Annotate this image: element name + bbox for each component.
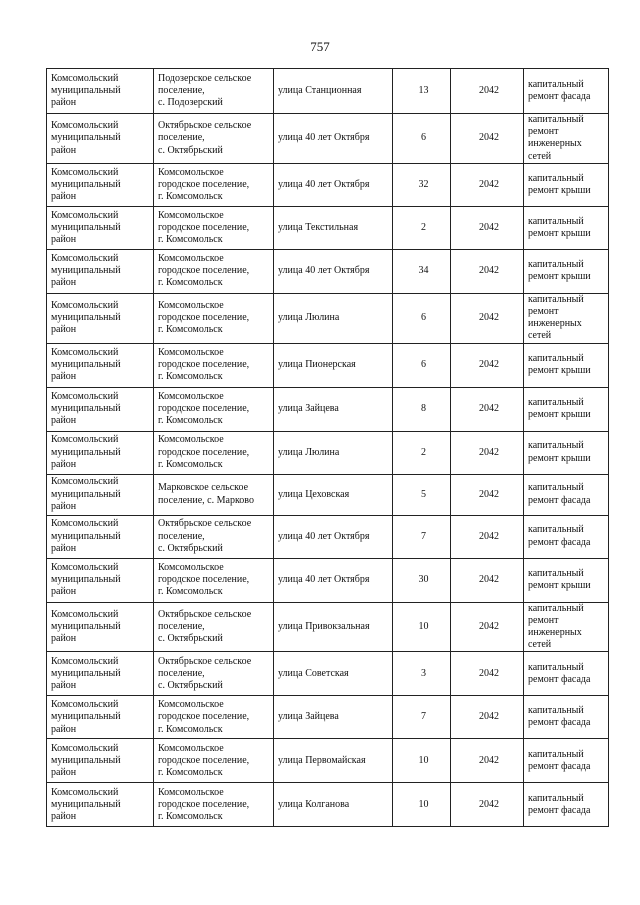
year-cell-text: 2042 — [479, 574, 499, 586]
settlement-cell — [154, 69, 274, 114]
house-number-cell-text: 3 — [421, 667, 426, 679]
house-number-cell-text: 8 — [421, 403, 426, 415]
work-type-cell-text: капитальный ремонт фасада — [528, 661, 591, 685]
settlement-cell — [154, 343, 274, 387]
district-cell — [47, 515, 154, 558]
work-type-cell-text: капитальный ремонт инженерных сетей — [528, 114, 584, 162]
year-cell — [451, 783, 524, 827]
table-row — [47, 431, 609, 474]
street-cell — [274, 206, 393, 249]
year-cell — [451, 739, 524, 783]
house-number-cell — [393, 249, 451, 293]
district-cell — [47, 696, 154, 739]
work-type-cell-text: капитальный ремонт крыши — [528, 567, 591, 592]
street-cell-text: улица Советская — [278, 667, 349, 679]
house-number-cell-text: 2 — [421, 221, 426, 233]
settlement-cell-text: Комсомольское городское поселение, г. Комсомольск — [158, 346, 250, 383]
settlement-cell-text: Подозерское сельское поселение, с. Подозерский — [158, 72, 252, 109]
year-cell — [451, 652, 524, 696]
street-cell — [274, 69, 393, 114]
work-type-cell — [524, 249, 609, 293]
district-cell — [47, 474, 154, 515]
settlement-cell-text: Комсомольское городское поселение, г. Комсомольск — [158, 299, 250, 336]
settlement-cell-text: Октябрьское сельское поселение, с. Октябрьский — [158, 655, 252, 692]
house-number-cell — [393, 69, 451, 114]
house-number-cell-text: 5 — [421, 488, 426, 500]
street-cell-text: улица 40 лет Октября — [278, 574, 370, 586]
work-type-cell — [524, 696, 609, 739]
district-cell — [47, 343, 154, 387]
year-cell — [451, 431, 524, 474]
district-cell-text: Комсомольский муниципальный район — [51, 209, 121, 245]
year-cell — [451, 474, 524, 515]
house-number-cell-text: 6 — [421, 359, 426, 371]
work-type-cell — [524, 652, 609, 696]
table-row — [47, 249, 609, 293]
year-cell-text: 2042 — [479, 132, 499, 144]
house-number-cell-text: 34 — [418, 265, 429, 277]
district-cell-text: Комсомольский муниципальный район — [51, 390, 121, 427]
district-cell — [47, 114, 154, 164]
house-number-cell — [393, 387, 451, 431]
street-cell-text: улица Люлина — [278, 446, 340, 458]
year-cell-text: 2042 — [479, 403, 499, 415]
district-cell — [47, 783, 154, 827]
street-cell-text: улица 40 лет Октября — [278, 265, 370, 277]
work-type-cell-text: капитальный ремонт фасада — [528, 78, 591, 102]
street-cell — [274, 163, 393, 206]
work-type-cell — [524, 474, 609, 515]
table-row — [47, 652, 609, 696]
district-cell-text: Комсомольский муниципальный район — [51, 786, 121, 823]
work-type-cell — [524, 783, 609, 827]
year-cell-text: 2042 — [479, 754, 499, 766]
work-type-cell — [524, 293, 609, 343]
district-cell-text: Комсомольский муниципальный район — [51, 346, 121, 383]
year-cell-text: 2042 — [479, 265, 499, 277]
street-cell — [274, 602, 393, 652]
house-number-cell — [393, 558, 451, 602]
settlement-cell-text: Октябрьское сельское поселение, с. Октябрьский — [158, 518, 252, 554]
district-cell-text: Комсомольский муниципальный район — [51, 299, 121, 336]
year-cell — [451, 249, 524, 293]
street-cell-text: улица Зайцева — [278, 403, 339, 415]
table-row — [47, 343, 609, 387]
district-cell — [47, 387, 154, 431]
year-cell — [451, 558, 524, 602]
settlement-cell — [154, 431, 274, 474]
street-cell — [274, 558, 393, 602]
settlement-cell — [154, 739, 274, 783]
house-number-cell — [393, 515, 451, 558]
table-row — [47, 696, 609, 739]
table-row — [47, 114, 609, 164]
table-row — [47, 515, 609, 558]
street-cell-text: улица 40 лет Октября — [278, 530, 370, 542]
year-cell-text: 2042 — [479, 798, 499, 810]
year-cell — [451, 206, 524, 249]
district-cell-text: Комсомольский муниципальный район — [51, 561, 121, 598]
settlement-cell-text: Комсомольское городское поселение, г. Комсомольск — [158, 699, 250, 735]
work-type-cell-text: капитальный ремонт крыши — [528, 396, 591, 421]
year-cell — [451, 343, 524, 387]
street-cell-text: улица 40 лет Октября — [278, 178, 370, 190]
work-type-cell-text: капитальный ремонт фасада — [528, 482, 591, 506]
table-row — [47, 69, 609, 114]
street-cell — [274, 431, 393, 474]
house-number-cell — [393, 343, 451, 387]
settlement-cell-text: Октябрьское сельское поселение, с. Октябрьский — [158, 120, 252, 156]
street-cell — [274, 474, 393, 515]
work-type-cell-text: капитальный ремонт фасада — [528, 705, 591, 729]
year-cell-text: 2042 — [479, 446, 499, 458]
table-row — [47, 739, 609, 783]
year-cell — [451, 293, 524, 343]
district-cell-text: Комсомольский муниципальный район — [51, 699, 121, 735]
street-cell — [274, 783, 393, 827]
street-cell-text: улица Зайцева — [278, 711, 339, 723]
settlement-cell-text: Комсомольское городское поселение, г. Комсомольск — [158, 209, 250, 245]
settlement-cell — [154, 652, 274, 696]
district-cell-text: Комсомольский муниципальный район — [51, 253, 121, 289]
house-number-cell-text: 2 — [421, 446, 426, 458]
street-cell-text: улица Колганова — [278, 798, 350, 810]
district-cell — [47, 163, 154, 206]
settlement-cell-text: Комсомольское городское поселение, г. Комсомольск — [158, 786, 250, 823]
year-cell-text: 2042 — [479, 84, 499, 96]
year-cell-text: 2042 — [479, 221, 499, 233]
house-number-cell — [393, 783, 451, 827]
settlement-cell — [154, 558, 274, 602]
table-row — [47, 783, 609, 827]
settlement-cell-text: Комсомольское городское поселение, г. Комсомольск — [158, 166, 250, 202]
work-type-cell-text: капитальный ремонт крыши — [528, 352, 591, 377]
settlement-cell — [154, 602, 274, 652]
work-type-cell-text: капитальный ремонт фасада — [528, 748, 591, 772]
table-row — [47, 163, 609, 206]
street-cell-text: улица Привокзальная — [278, 620, 370, 632]
district-cell-text: Комсомольский муниципальный район — [51, 655, 121, 692]
street-cell — [274, 249, 393, 293]
year-cell-text: 2042 — [479, 667, 499, 679]
house-number-cell-text: 10 — [418, 798, 429, 810]
work-type-cell — [524, 431, 609, 474]
house-number-cell-text: 6 — [421, 312, 426, 324]
work-type-cell-text: капитальный ремонт фасада — [528, 792, 591, 816]
settlement-cell — [154, 515, 274, 558]
district-cell-text: Комсомольский муниципальный район — [51, 434, 121, 470]
street-cell — [274, 739, 393, 783]
street-cell — [274, 515, 393, 558]
house-number-cell-text: 32 — [418, 178, 429, 190]
year-cell-text: 2042 — [479, 620, 499, 632]
street-cell — [274, 293, 393, 343]
settlement-cell — [154, 387, 274, 431]
year-cell — [451, 696, 524, 739]
work-type-cell — [524, 206, 609, 249]
house-number-cell — [393, 652, 451, 696]
house-number-cell-text: 13 — [418, 84, 429, 96]
district-cell — [47, 293, 154, 343]
settlement-cell-text: Комсомольское городское поселение, г. Комсомольск — [158, 434, 250, 470]
work-type-cell-text: капитальный ремонт фасада — [528, 524, 591, 548]
repair-schedule-table — [46, 68, 609, 827]
settlement-cell — [154, 696, 274, 739]
district-cell — [47, 69, 154, 114]
settlement-cell-text: Марковское сельское поселение, с. Марково — [158, 482, 254, 506]
street-cell — [274, 652, 393, 696]
work-type-cell-text: капитальный ремонт крыши — [528, 172, 591, 196]
district-cell — [47, 602, 154, 652]
house-number-cell — [393, 163, 451, 206]
house-number-cell-text: 10 — [418, 620, 429, 632]
work-type-cell — [524, 558, 609, 602]
settlement-cell — [154, 163, 274, 206]
house-number-cell-text: 7 — [421, 711, 426, 723]
house-number-cell — [393, 474, 451, 515]
street-cell — [274, 114, 393, 164]
house-number-cell — [393, 739, 451, 783]
house-number-cell — [393, 431, 451, 474]
year-cell-text: 2042 — [479, 530, 499, 542]
district-cell — [47, 431, 154, 474]
house-number-cell-text: 10 — [418, 754, 429, 766]
house-number-cell — [393, 114, 451, 164]
settlement-cell — [154, 474, 274, 515]
settlement-cell-text: Комсомольское городское поселение, г. Комсомольск — [158, 390, 250, 427]
district-cell — [47, 206, 154, 249]
district-cell-text: Комсомольский муниципальный район — [51, 518, 121, 554]
year-cell — [451, 387, 524, 431]
district-cell-text: Комсомольский муниципальный район — [51, 166, 121, 202]
house-number-cell — [393, 206, 451, 249]
house-number-cell — [393, 293, 451, 343]
work-type-cell-text: капитальный ремонт крыши — [528, 215, 591, 239]
settlement-cell-text: Октябрьское сельское поселение, с. Октябрьский — [158, 608, 252, 645]
work-type-cell — [524, 387, 609, 431]
work-type-cell-text: капитальный ремонт крыши — [528, 259, 591, 283]
district-cell-text: Комсомольский муниципальный район — [51, 608, 121, 645]
settlement-cell-text: Комсомольское городское поселение, г. Комсомольск — [158, 253, 250, 289]
settlement-cell — [154, 783, 274, 827]
year-cell-text: 2042 — [479, 711, 499, 723]
work-type-cell — [524, 515, 609, 558]
street-cell-text: улица Первомайская — [278, 754, 366, 766]
settlement-cell — [154, 293, 274, 343]
table-row — [47, 293, 609, 343]
street-cell-text: улица Станционная — [278, 84, 362, 96]
work-type-cell — [524, 163, 609, 206]
district-cell — [47, 249, 154, 293]
year-cell — [451, 602, 524, 652]
year-cell — [451, 163, 524, 206]
year-cell-text: 2042 — [479, 178, 499, 190]
house-number-cell — [393, 602, 451, 652]
district-cell-text: Комсомольский муниципальный район — [51, 72, 121, 109]
house-number-cell — [393, 696, 451, 739]
street-cell-text: улица Люлина — [278, 312, 340, 324]
house-number-cell-text: 7 — [421, 530, 426, 542]
street-cell — [274, 343, 393, 387]
settlement-cell — [154, 206, 274, 249]
street-cell-text: улица Цеховская — [278, 488, 350, 500]
year-cell — [451, 515, 524, 558]
settlement-cell-text: Комсомольское городское поселение, г. Комсомольск — [158, 561, 250, 598]
district-cell-text: Комсомольский муниципальный район — [51, 476, 121, 512]
year-cell — [451, 69, 524, 114]
table-row — [47, 602, 609, 652]
district-cell — [47, 652, 154, 696]
street-cell-text: улица Пионерская — [278, 359, 356, 371]
district-cell — [47, 739, 154, 783]
table-row — [47, 474, 609, 515]
work-type-cell-text: капитальный ремонт инженерных сетей — [528, 602, 584, 651]
table-row — [47, 206, 609, 249]
street-cell-text: улица 40 лет Октября — [278, 132, 370, 144]
year-cell — [451, 114, 524, 164]
table-row — [47, 558, 609, 602]
house-number-cell-text: 6 — [421, 132, 426, 144]
work-type-cell — [524, 343, 609, 387]
year-cell-text: 2042 — [479, 312, 499, 324]
year-cell-text: 2042 — [479, 488, 499, 500]
work-type-cell — [524, 739, 609, 783]
settlement-cell-text: Комсомольское городское поселение, г. Комсомольск — [158, 742, 250, 779]
page-number: 757 — [310, 39, 330, 54]
street-cell-text: улица Текстильная — [278, 221, 359, 233]
district-cell-text: Комсомольский муниципальный район — [51, 742, 121, 779]
district-cell-text: Комсомольский муниципальный район — [51, 120, 121, 156]
settlement-cell — [154, 114, 274, 164]
work-type-cell — [524, 602, 609, 652]
street-cell — [274, 696, 393, 739]
table-row — [47, 387, 609, 431]
district-cell — [47, 558, 154, 602]
work-type-cell-text: капитальный ремонт крыши — [528, 440, 591, 464]
work-type-cell — [524, 114, 609, 164]
house-number-cell-text: 30 — [418, 574, 429, 586]
work-type-cell-text: капитальный ремонт инженерных сетей — [528, 293, 584, 342]
work-type-cell — [524, 69, 609, 114]
settlement-cell — [154, 249, 274, 293]
street-cell — [274, 387, 393, 431]
year-cell-text: 2042 — [479, 359, 499, 371]
